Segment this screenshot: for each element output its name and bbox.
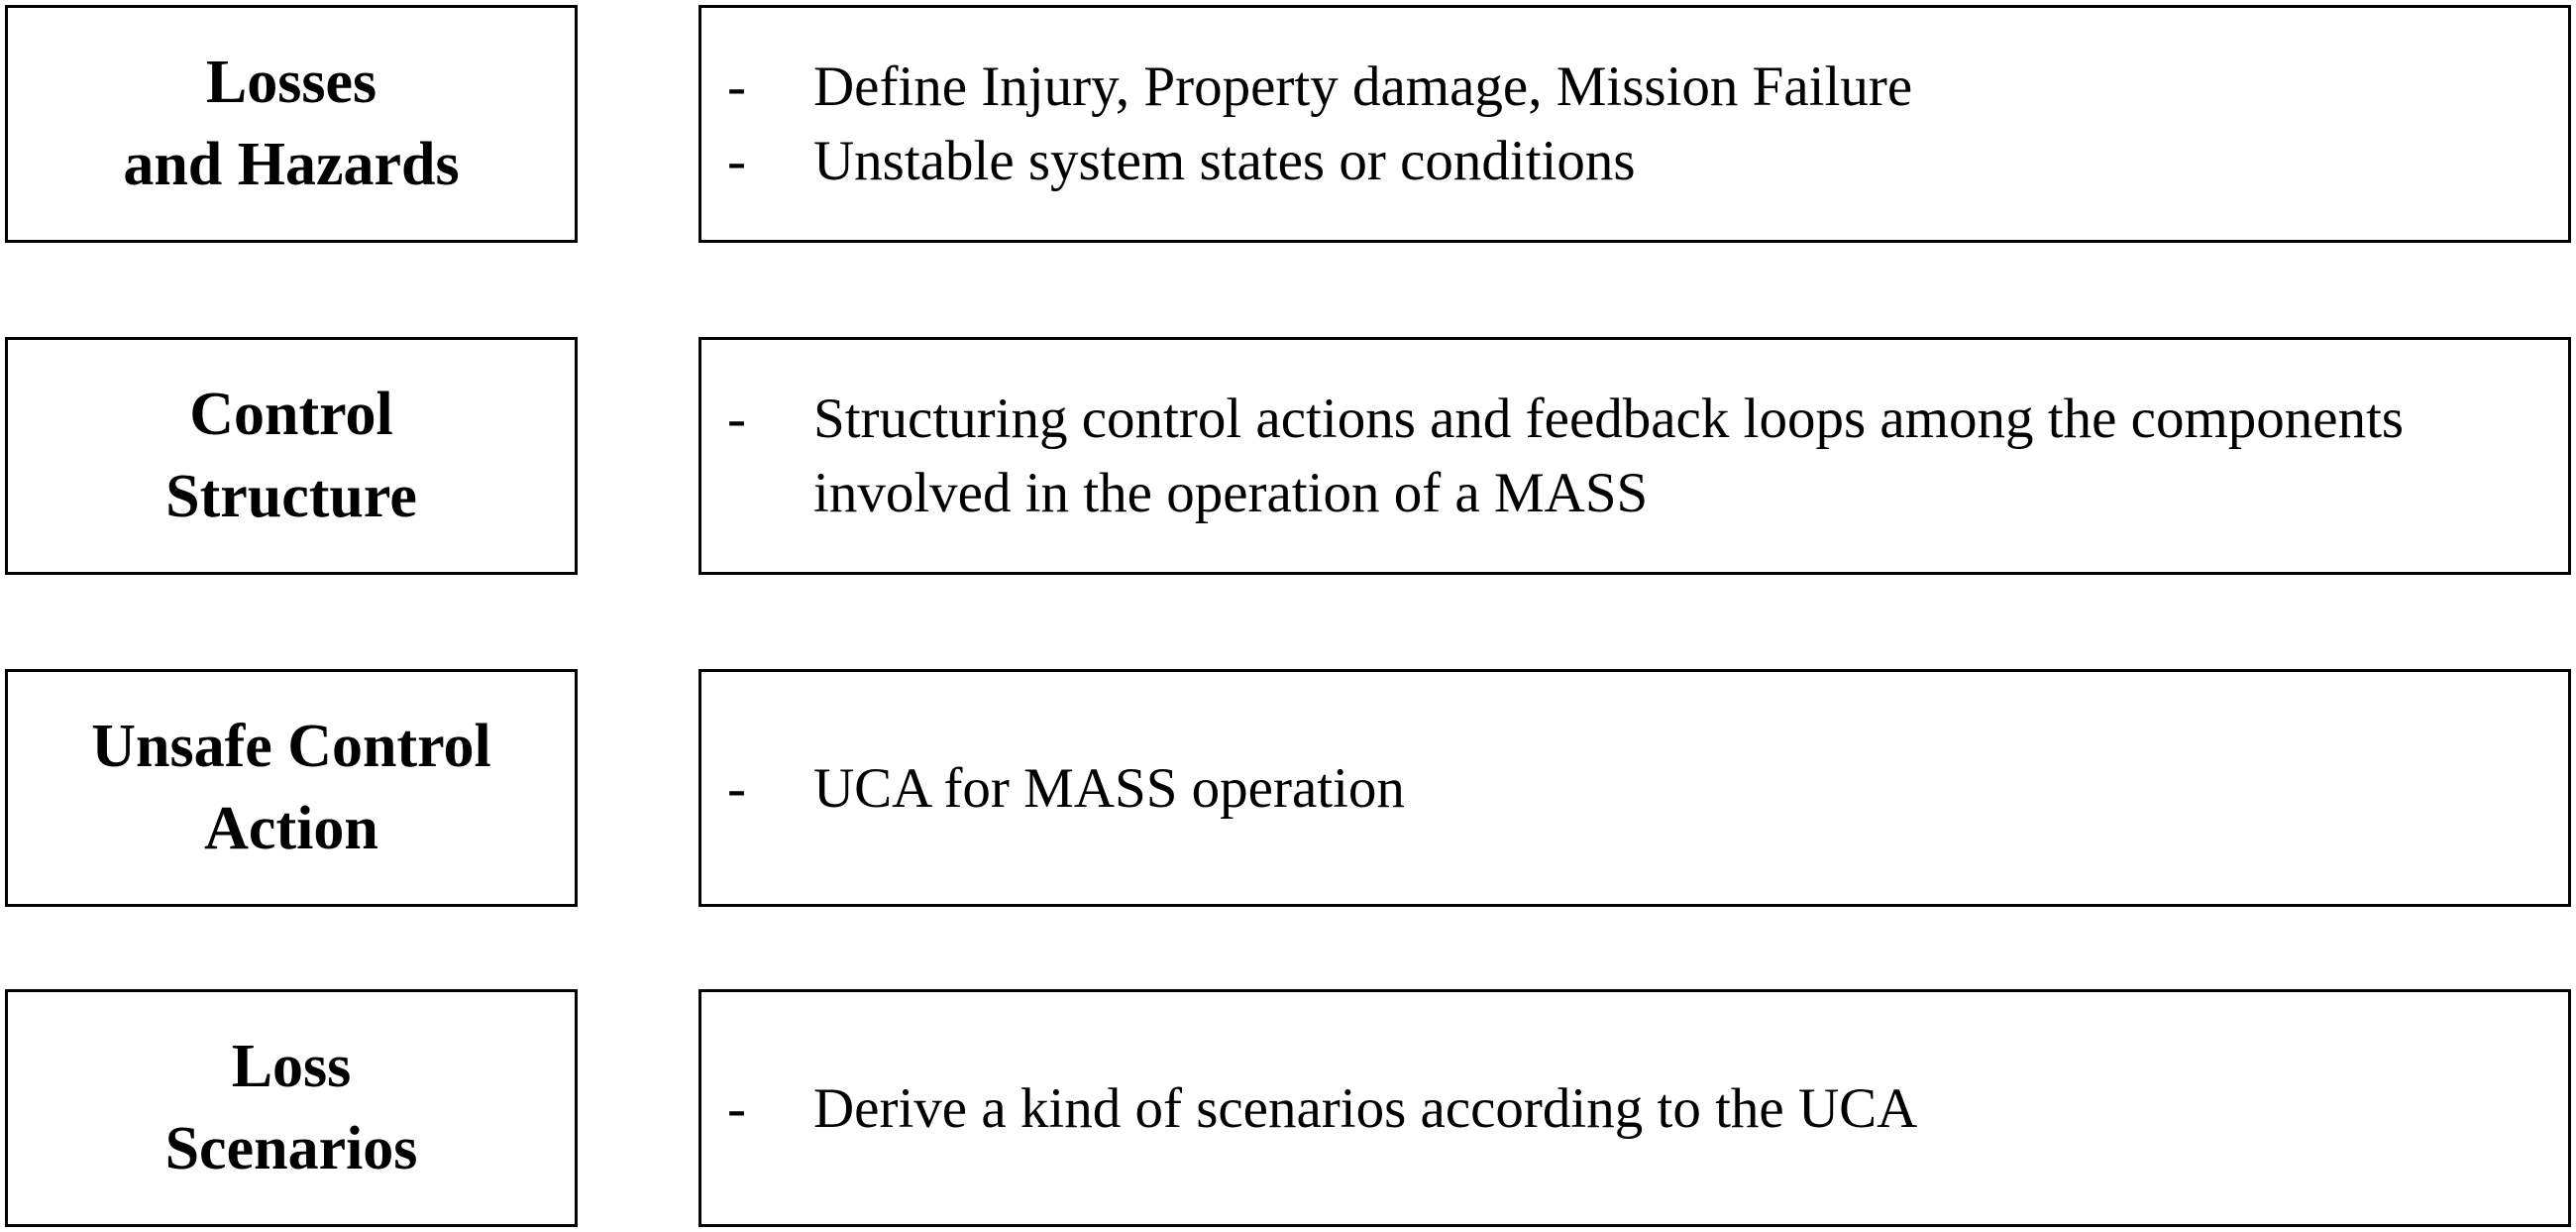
bullet-marker: -: [727, 388, 746, 450]
bullet-text: Derive a kind of scenarios according to the UCA: [813, 1076, 1918, 1140]
bullet-text: Define Injury, Property damage, Mission Failure: [813, 56, 1913, 118]
step-description-box: [698, 989, 2571, 1227]
bullet-text: Structuring control actions and feedback loops among the components involved in the operation of a MASS: [813, 388, 2405, 524]
step-title: Control Structure: [165, 381, 417, 530]
step-box-losses-and-hazards: [5, 5, 578, 243]
step-description-box: [698, 337, 2571, 575]
bullet-item: [701, 751, 2568, 826]
step-title: Loss Scenarios: [164, 1033, 418, 1182]
step-box-control-structure: [5, 337, 578, 575]
bullet-marker: -: [727, 1076, 746, 1140]
step-description-box: [698, 5, 2571, 243]
bullet-item: [701, 1071, 2568, 1146]
bullet-item: [701, 124, 2568, 198]
step-box-loss-scenarios: [5, 989, 578, 1227]
step-description-box: [698, 669, 2571, 907]
bullet-marker: -: [727, 130, 746, 192]
bullet-text: UCA for MASS operation: [813, 756, 1405, 820]
bullet-marker: -: [727, 756, 746, 820]
bullet-item: [701, 382, 2568, 530]
step-title: Losses and Hazards: [123, 49, 460, 198]
step-title: Unsafe Control Action: [91, 713, 491, 862]
step-box-unsafe-control-action: [5, 669, 578, 907]
bullet-item: [701, 50, 2568, 124]
bullet-marker: -: [727, 56, 746, 118]
bullet-text: Unstable system states or conditions: [813, 130, 1636, 192]
